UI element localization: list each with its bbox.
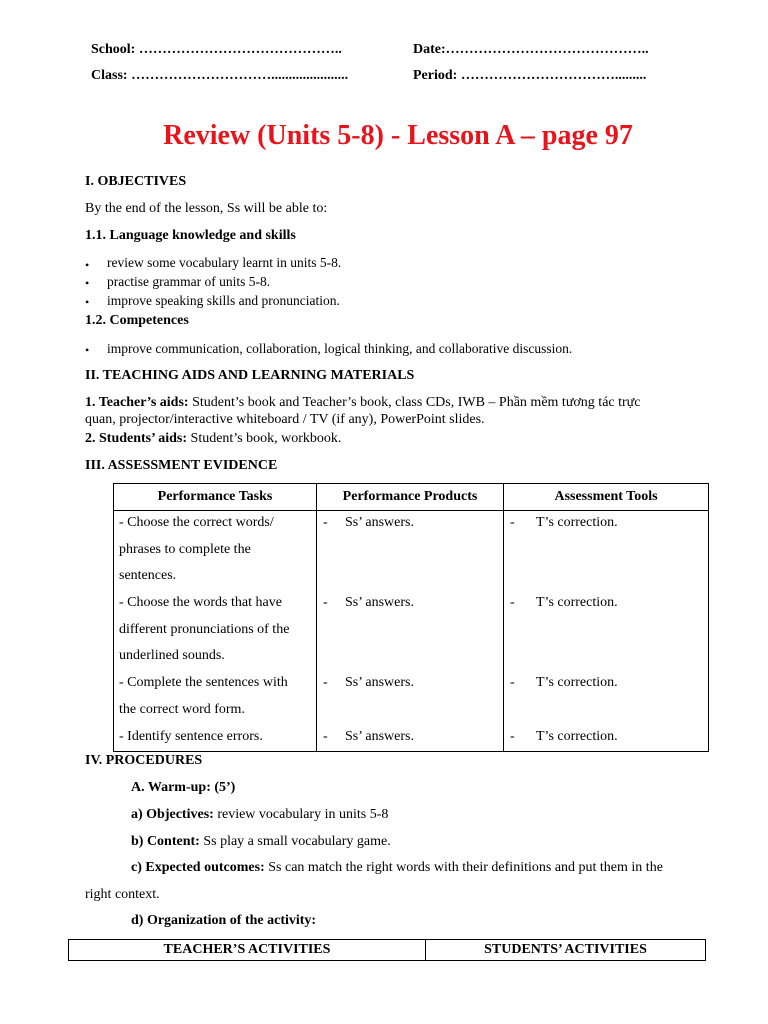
content-text: Ss play a small vocabulary game. <box>199 834 391 849</box>
lesson-title: Review (Units 5-8) - Lesson A – page 97 <box>163 120 633 151</box>
students-activities-header: STUDENTS’ ACTIVITIES <box>426 940 706 961</box>
language-knowledge-heading: 1.1. Language knowledge and skills <box>85 228 296 243</box>
tool-text: T’s correction. <box>536 515 618 530</box>
objective-item: review some vocabulary learnt in units 5-8. <box>107 255 342 270</box>
student-aids <box>85 431 341 447</box>
dash-marker: - <box>323 675 328 691</box>
product-line <box>317 618 503 645</box>
tool-line <box>504 618 708 645</box>
objectives-heading: I. OBJECTIVES <box>85 174 187 189</box>
task-line: underlined sounds. <box>119 648 225 664</box>
school-dots: …………………………………….. <box>138 42 342 57</box>
task-line: - Identify sentence errors. <box>119 728 263 744</box>
warmup-objectives <box>131 807 388 823</box>
outcomes-text: Ss can match the right words with their definitions and put them in the <box>264 860 663 875</box>
objectives-text: review vocabulary in units 5-8 <box>213 807 389 822</box>
product-text: Ss’ answers. <box>345 675 414 691</box>
dash-marker: - <box>323 515 328 530</box>
warmup-outcomes <box>131 860 663 876</box>
class-dots: …………………………...................... <box>131 68 349 83</box>
objective-item: improve speaking skills and pronunciation. <box>107 293 340 308</box>
column-header: Performance Products <box>317 484 504 511</box>
tool-line <box>504 511 708 538</box>
product-line <box>317 538 503 565</box>
student-aids-text: Student’s book, workbook. <box>187 431 342 446</box>
period-dots: ……………………………......... <box>460 68 647 83</box>
tool-line <box>504 644 708 671</box>
tasks-cell <box>114 511 317 752</box>
product-line <box>317 511 503 538</box>
dash-marker: - <box>510 515 515 530</box>
tool-line <box>504 725 708 752</box>
teacher-activities-header: TEACHER’S ACTIVITIES <box>69 940 426 961</box>
bullet-icon: • <box>85 343 90 357</box>
outcomes-label: c) Expected outcomes: <box>131 860 265 875</box>
tool-text: T’s correction. <box>536 595 618 611</box>
task-line: different pronunciations of the <box>119 621 290 637</box>
objectives-intro: By the end of the lesson, Ss will be able to: <box>85 201 328 216</box>
product-line <box>317 671 503 698</box>
task-line: phrases to complete the <box>119 541 251 557</box>
date-dots: …………………………………….. <box>445 42 649 57</box>
date-field <box>413 42 649 58</box>
content-label: b) Content: <box>131 834 200 849</box>
products-cell <box>317 511 504 752</box>
task-line: - Complete the sentences with <box>119 675 288 691</box>
dash-marker: - <box>323 595 328 611</box>
tools-cell <box>504 511 709 752</box>
tool-line <box>504 538 708 565</box>
task-line: - Choose the words that have <box>119 595 282 611</box>
tool-line <box>504 564 708 591</box>
dash-marker: - <box>510 595 515 611</box>
table-header-row <box>69 940 706 961</box>
teacher-aids-text-cont: quan, projector/interactive whiteboard / TV (if any), PowerPoint slides. <box>85 412 485 427</box>
task-line: the correct word form. <box>119 701 245 717</box>
assessment-table <box>113 483 709 752</box>
class-field <box>91 68 348 84</box>
teacher-aids-label: 1. Teacher’s aids: <box>85 395 189 410</box>
teacher-aids-text: Student’s book and Teacher’s book, class CDs, IWB – Phần mềm tương tác trực <box>188 395 641 410</box>
product-text: Ss’ answers. <box>345 515 414 530</box>
dash-marker: - <box>510 728 515 744</box>
aids-heading: II. TEACHING AIDS AND LEARNING MATERIALS <box>85 368 415 383</box>
outcomes-text-cont: right context. <box>85 887 160 902</box>
student-aids-label: 2. Students’ aids: <box>85 431 188 446</box>
product-line <box>317 725 503 752</box>
product-line <box>317 591 503 618</box>
tool-line <box>504 591 708 618</box>
table-row <box>114 511 709 752</box>
tool-line <box>504 671 708 698</box>
activities-table <box>68 939 706 961</box>
column-header: Performance Tasks <box>114 484 317 511</box>
product-text: Ss’ answers. <box>345 728 414 744</box>
product-line <box>317 698 503 725</box>
bullet-icon: • <box>85 295 90 309</box>
assessment-heading: III. ASSESSMENT EVIDENCE <box>85 458 278 473</box>
class-label: Class: <box>91 68 128 83</box>
bullet-icon: • <box>85 276 90 290</box>
competence-item: improve communication, collaboration, logical thinking, and collaborative discussion. <box>107 341 573 356</box>
warmup-heading: A. Warm-up: (5’) <box>131 780 236 795</box>
school-field <box>91 42 342 58</box>
procedures-heading: IV. PROCEDURES <box>85 753 203 768</box>
tool-text: T’s correction. <box>536 675 618 691</box>
dash-marker: - <box>323 728 328 744</box>
objective-item: practise grammar of units 5-8. <box>107 274 271 289</box>
objectives-label: a) Objectives: <box>131 807 214 822</box>
period-field <box>413 68 646 84</box>
organization-label: d) Organization of the activity: <box>131 913 317 928</box>
warmup-content <box>131 834 391 850</box>
bullet-icon: • <box>85 258 90 272</box>
date-label: Date: <box>413 42 446 57</box>
product-text: Ss’ answers. <box>345 595 414 611</box>
column-header: Assessment Tools <box>504 484 709 511</box>
task-line: sentences. <box>119 568 177 584</box>
school-label: School: <box>91 42 136 57</box>
task-line: - Choose the correct words/ <box>119 515 274 530</box>
product-line <box>317 644 503 671</box>
table-header-row <box>114 484 709 511</box>
dash-marker: - <box>510 675 515 691</box>
product-line <box>317 564 503 591</box>
teacher-aids <box>85 395 640 411</box>
tool-line <box>504 698 708 725</box>
tool-text: T’s correction. <box>536 728 618 744</box>
period-label: Period: <box>413 68 458 83</box>
competences-heading: 1.2. Competences <box>85 313 189 328</box>
